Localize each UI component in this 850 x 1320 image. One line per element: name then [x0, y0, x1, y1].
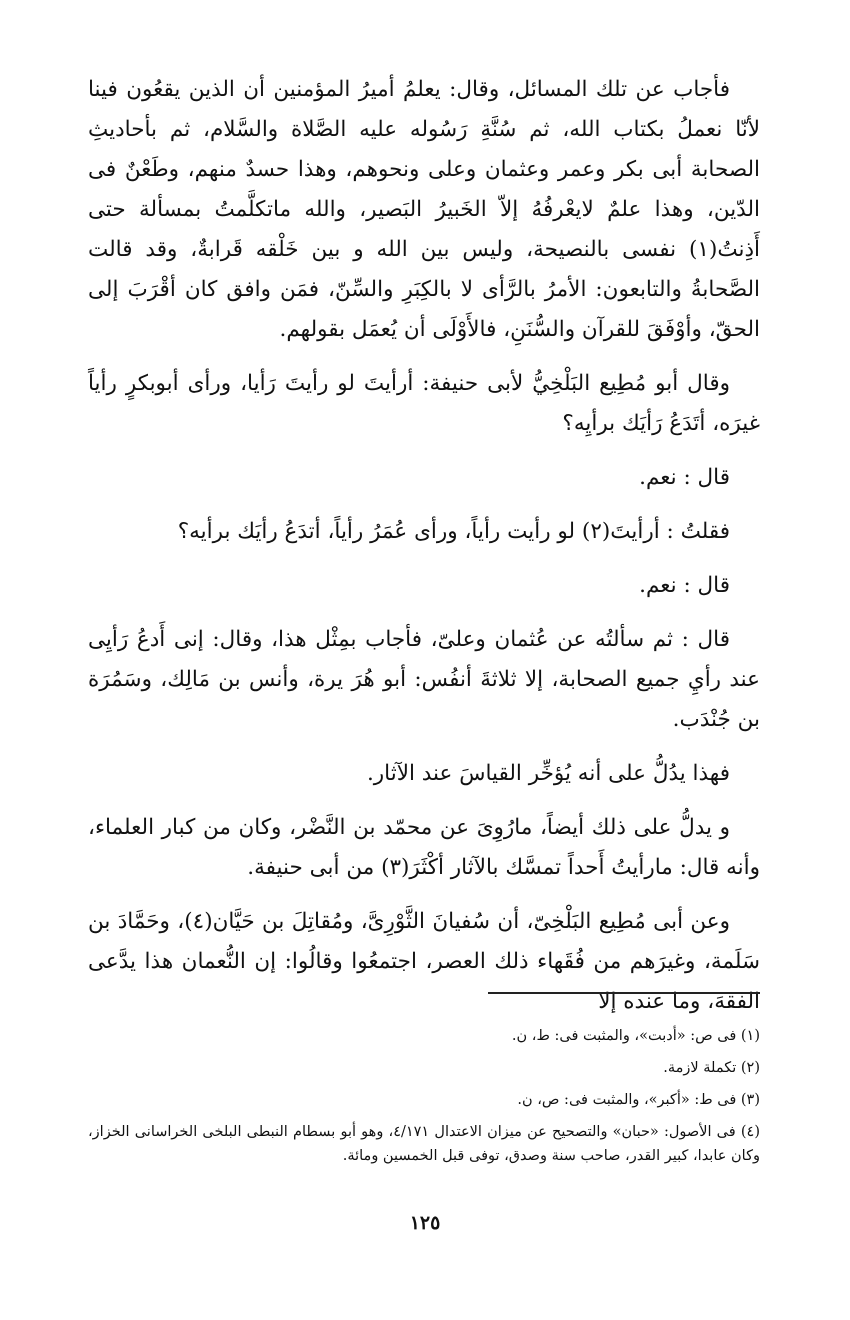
footnote-2: (٢) تكملة لازمة. [663, 1060, 760, 1076]
paragraph-9: وعن أبى مُطِيع البَلْخِىّ، أن سُفيانَ الثَّوْرِىَّ، ومُقاتِلَ بن حَيَّان(٤)، وحَمَّادَ بن سَلَمة، وغيرَهم من فُقَهاء ذلك العصر، اجتمعُوا وقالُوا: إن النُّعمان هذا يدَّعى الفقهَ، وما عنده إلا [88, 909, 760, 1014]
paragraph-4: فقلتُ : أرأيتَ(٢) لو رأيت رأياً، ورأى عُمَرُ رأياً، أتدَعُ رأيَك برأيه؟ [177, 519, 730, 544]
paragraph-6: قال : ثم سألتُه عن عُثمان وعلىّ، فأجاب بمِثْل هذا، وقال: إنى أَدعُ رَأيِى عند رأيِ جميع الصحابة، إلا ثلاثةَ أنفُس: أبو هُرَ يرة، وأنس بن مَالِك، وسَمُرَة بن جُنْدَب. [88, 627, 760, 732]
footnote-3: (٣) فى ط: «أكبر»، والمثبت فى: ص، ن. [517, 1092, 760, 1108]
footnote-4: (٤) فى الأصول: «حبان» والتصحيح عن ميزان الاعتدال ٤/١٧١، وهو أبو بسطام النبطى البلخى الخراسانى الخزاز، وكان عابدا، كبير القدر، صاحب سنة وصدق، توفى قبل الخمسين ومائة. [88, 1124, 760, 1164]
paragraph-8: و يدلُّ على ذلك أيضاً، مارُوِىَ عن محمّد بن النَّضْر، وكان من كبار العلماء، وأنه قال: مارأيتُ أَحداً تمسَّك بالآثار أكْثَرَ(٣) من أبى حنيفة. [88, 815, 760, 880]
paragraph-2: وقال أبو مُطِيع البَلْخِيُّ لأبى حنيفة: أرأيتَ لو رأيتَ رَأيا، ورأى أبوبكرٍ رأياً غيرَه، أتَدَعُ رَأيَك برأيِه؟ [88, 371, 760, 436]
paragraph-1: فأجاب عن تلك المسائل، وقال: يعلمُ أميرُ المؤمنين أن الذين يقعُون فينا لأنّا نعملُ بكتاب الله، ثم سُنَّةِ رَسُوله عليه الصَّلاة والسَّلام، ثم بأحاديثِ الصحابة أبى بكر وعمر وعثمان وعلى ونحوهم، وهذا حسدٌ منهم، وطَعْنٌ فى الدّين، وهذا علمٌ لايعْرفُهُ إلاّ الخَبيرُ البَصير، والله ماتكلَّمتُ بمسألة حتى أَذِنتُ(١) نفسى بالنصيحة، وليس بين الله و بين خَلْقه قَرابةٌ، وقد قالت الصَّحابةُ والتابعون: الأمرُ بالرَّأى لا بالكِبَرِ والسِّنّ، فمَن وافق كان أقْرَبَ إلى الحقّ، وأوْفَقَ للقرآن والسُّنَنِ، فالأَوْلَى أن يُعمَل بقولهم. [88, 77, 760, 342]
page-number: ١٢٥ [409, 1212, 441, 1234]
paragraph-3: قال : نعم. [639, 465, 730, 490]
paragraph-5: قال : نعم. [639, 573, 730, 598]
paragraph-7: فهذا يدُلُّ على أنه يُؤخِّر القياسَ عند الآثار. [366, 761, 730, 786]
footnote-1: (١) فى ص: «أدبت»، والمثبت فى: ط، ن. [511, 1028, 760, 1044]
footnote-divider [488, 992, 760, 994]
footnotes [88, 1024, 760, 1176]
main-text [88, 70, 760, 1036]
